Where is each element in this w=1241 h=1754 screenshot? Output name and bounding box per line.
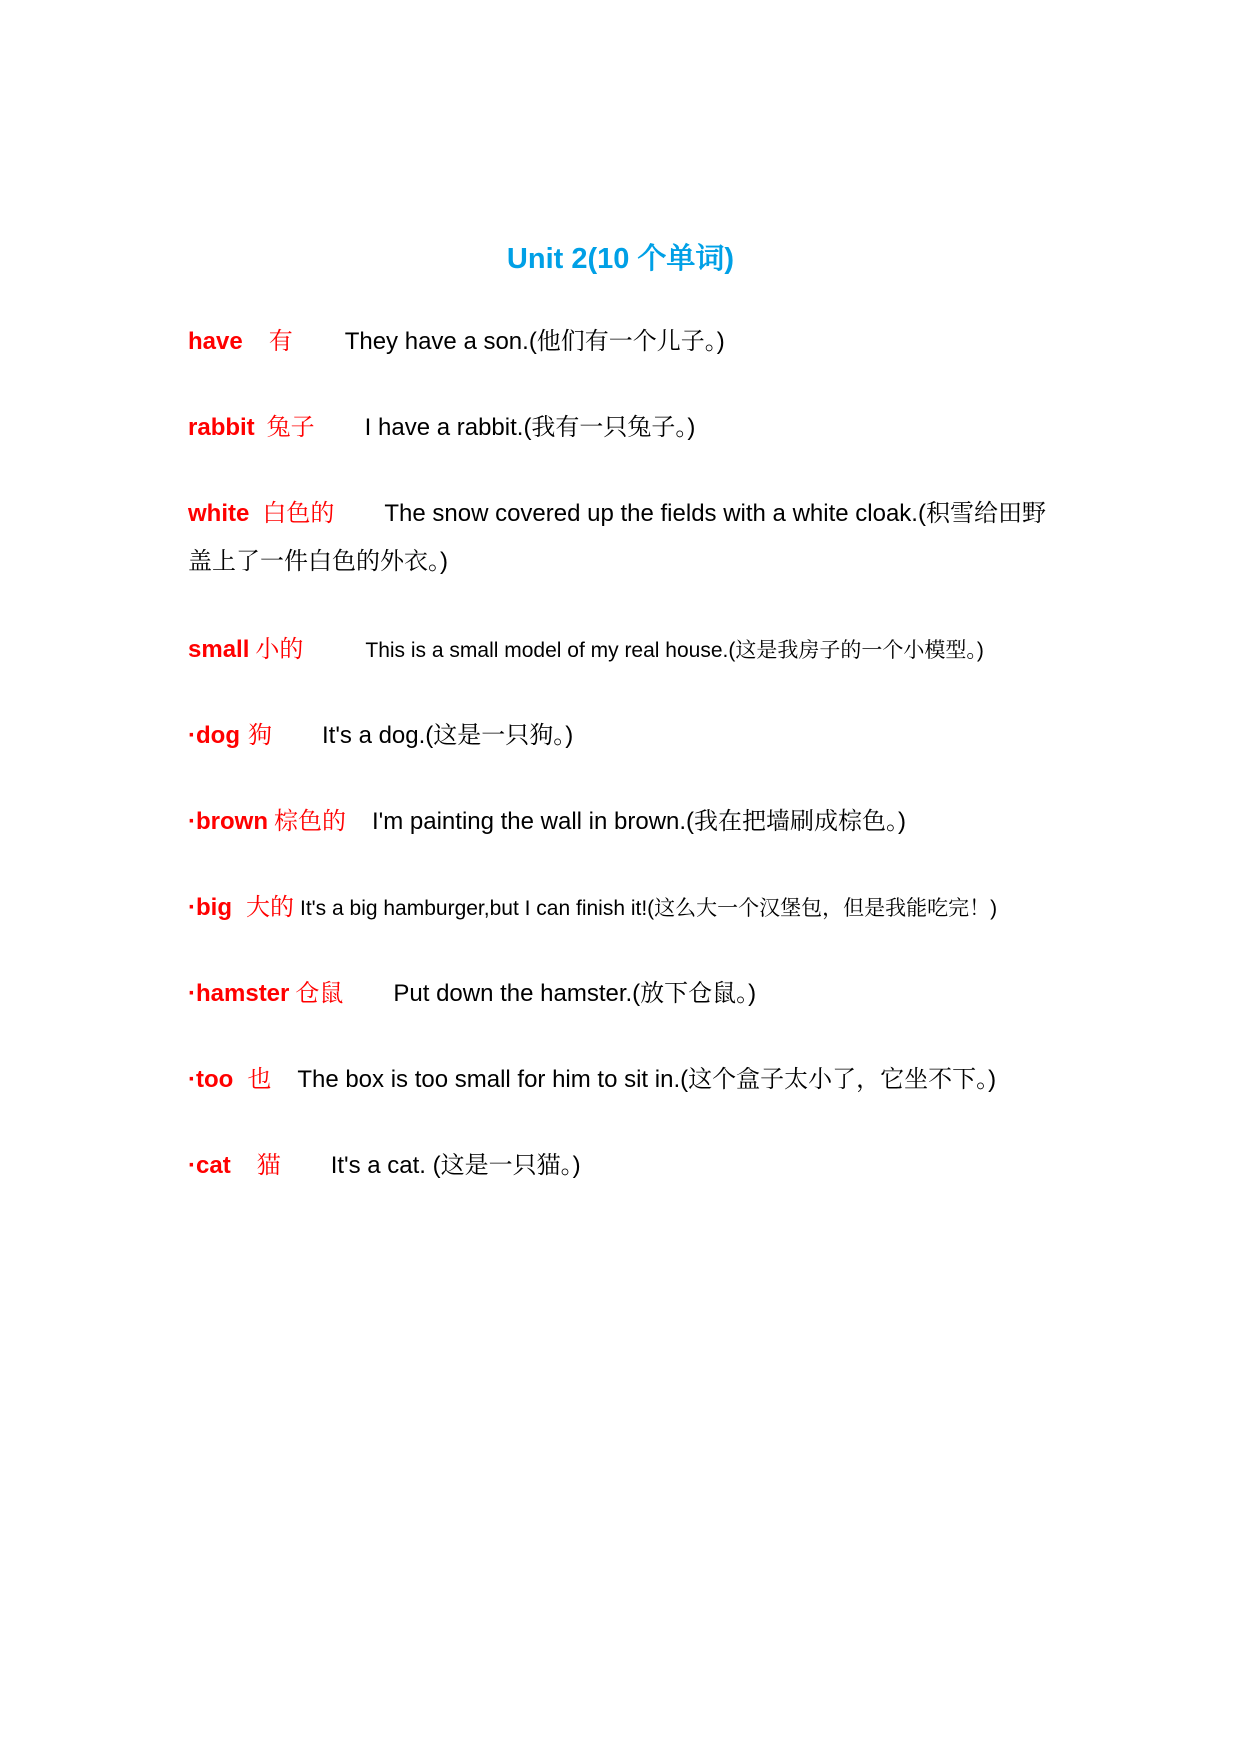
vocab-entry-rabbit (188, 404, 1068, 452)
vocab-entry-have (188, 318, 1068, 366)
vocab-entry-brown (188, 798, 1068, 846)
vocab-meaning: 猫 (256, 1152, 281, 1179)
vocab-word: have (188, 328, 243, 355)
vocab-sentence: I have a rabbit.(我有一只兔子。) (364, 414, 696, 441)
vocab-word: ·hamster (188, 980, 290, 1007)
vocab-sentence: This is a small model of my real house.(这是我房子的一个小模型。) (365, 639, 984, 662)
vocab-word: ·big (188, 894, 232, 921)
vocab-meaning: 棕色的 (273, 808, 346, 835)
vocab-meaning: 兔子 (266, 414, 315, 441)
vocab-sentence: It's a big hamburger,but I can finish it!(这么大一个汉堡包，但是我能吃完！) (299, 897, 998, 920)
vocab-word: rabbit (188, 414, 255, 441)
vocab-meaning: 狗 (247, 722, 272, 749)
vocab-sentence: I'm painting the wall in brown.(我在把墙刷成棕色。) (371, 808, 907, 835)
vocab-meaning: 也 (247, 1066, 272, 1093)
vocab-meaning: 仓鼠 (295, 980, 344, 1007)
vocab-meaning: 大的 (245, 894, 294, 921)
vocab-entry-small (188, 626, 1068, 675)
vocab-sentence: It's a cat. (这是一只猫。) (330, 1152, 581, 1179)
vocab-word: white (188, 500, 250, 527)
page-title: Unit 2(10 个单词) (506, 243, 735, 275)
vocab-word: ·too (188, 1066, 234, 1093)
vocab-sentence: They have a son.(他们有一个儿子。) (344, 328, 725, 355)
vocab-sentence: The snow covered up the fields with a white cloak.(积雪给田野盖上了一件白色的外衣。) (188, 500, 1046, 575)
vocab-sentence: Put down the hamster.(放下仓鼠。) (393, 980, 757, 1007)
vocab-entry-too (188, 1056, 1068, 1104)
vocab-sentence: The box is too small for him to sit in.(这个盒子太小了，它坐不下。) (297, 1066, 997, 1093)
vocab-entry-big (188, 884, 1068, 933)
vocab-entry-white (188, 490, 1058, 586)
vocab-entry-cat (188, 1142, 1068, 1190)
vocab-word: small (188, 636, 250, 663)
vocab-meaning: 白色的 (262, 500, 335, 527)
vocab-word: ·cat (188, 1152, 231, 1179)
vocab-entry-hamster (188, 970, 1068, 1018)
vocab-meaning: 小的 (255, 636, 304, 663)
vocab-entry-dog (188, 712, 1068, 760)
vocab-meaning: 有 (268, 328, 293, 355)
vocab-word: ·dog (188, 722, 240, 749)
vocab-sentence: It's a dog.(这是一只狗。) (321, 722, 574, 749)
vocab-word: ·brown (188, 808, 268, 835)
